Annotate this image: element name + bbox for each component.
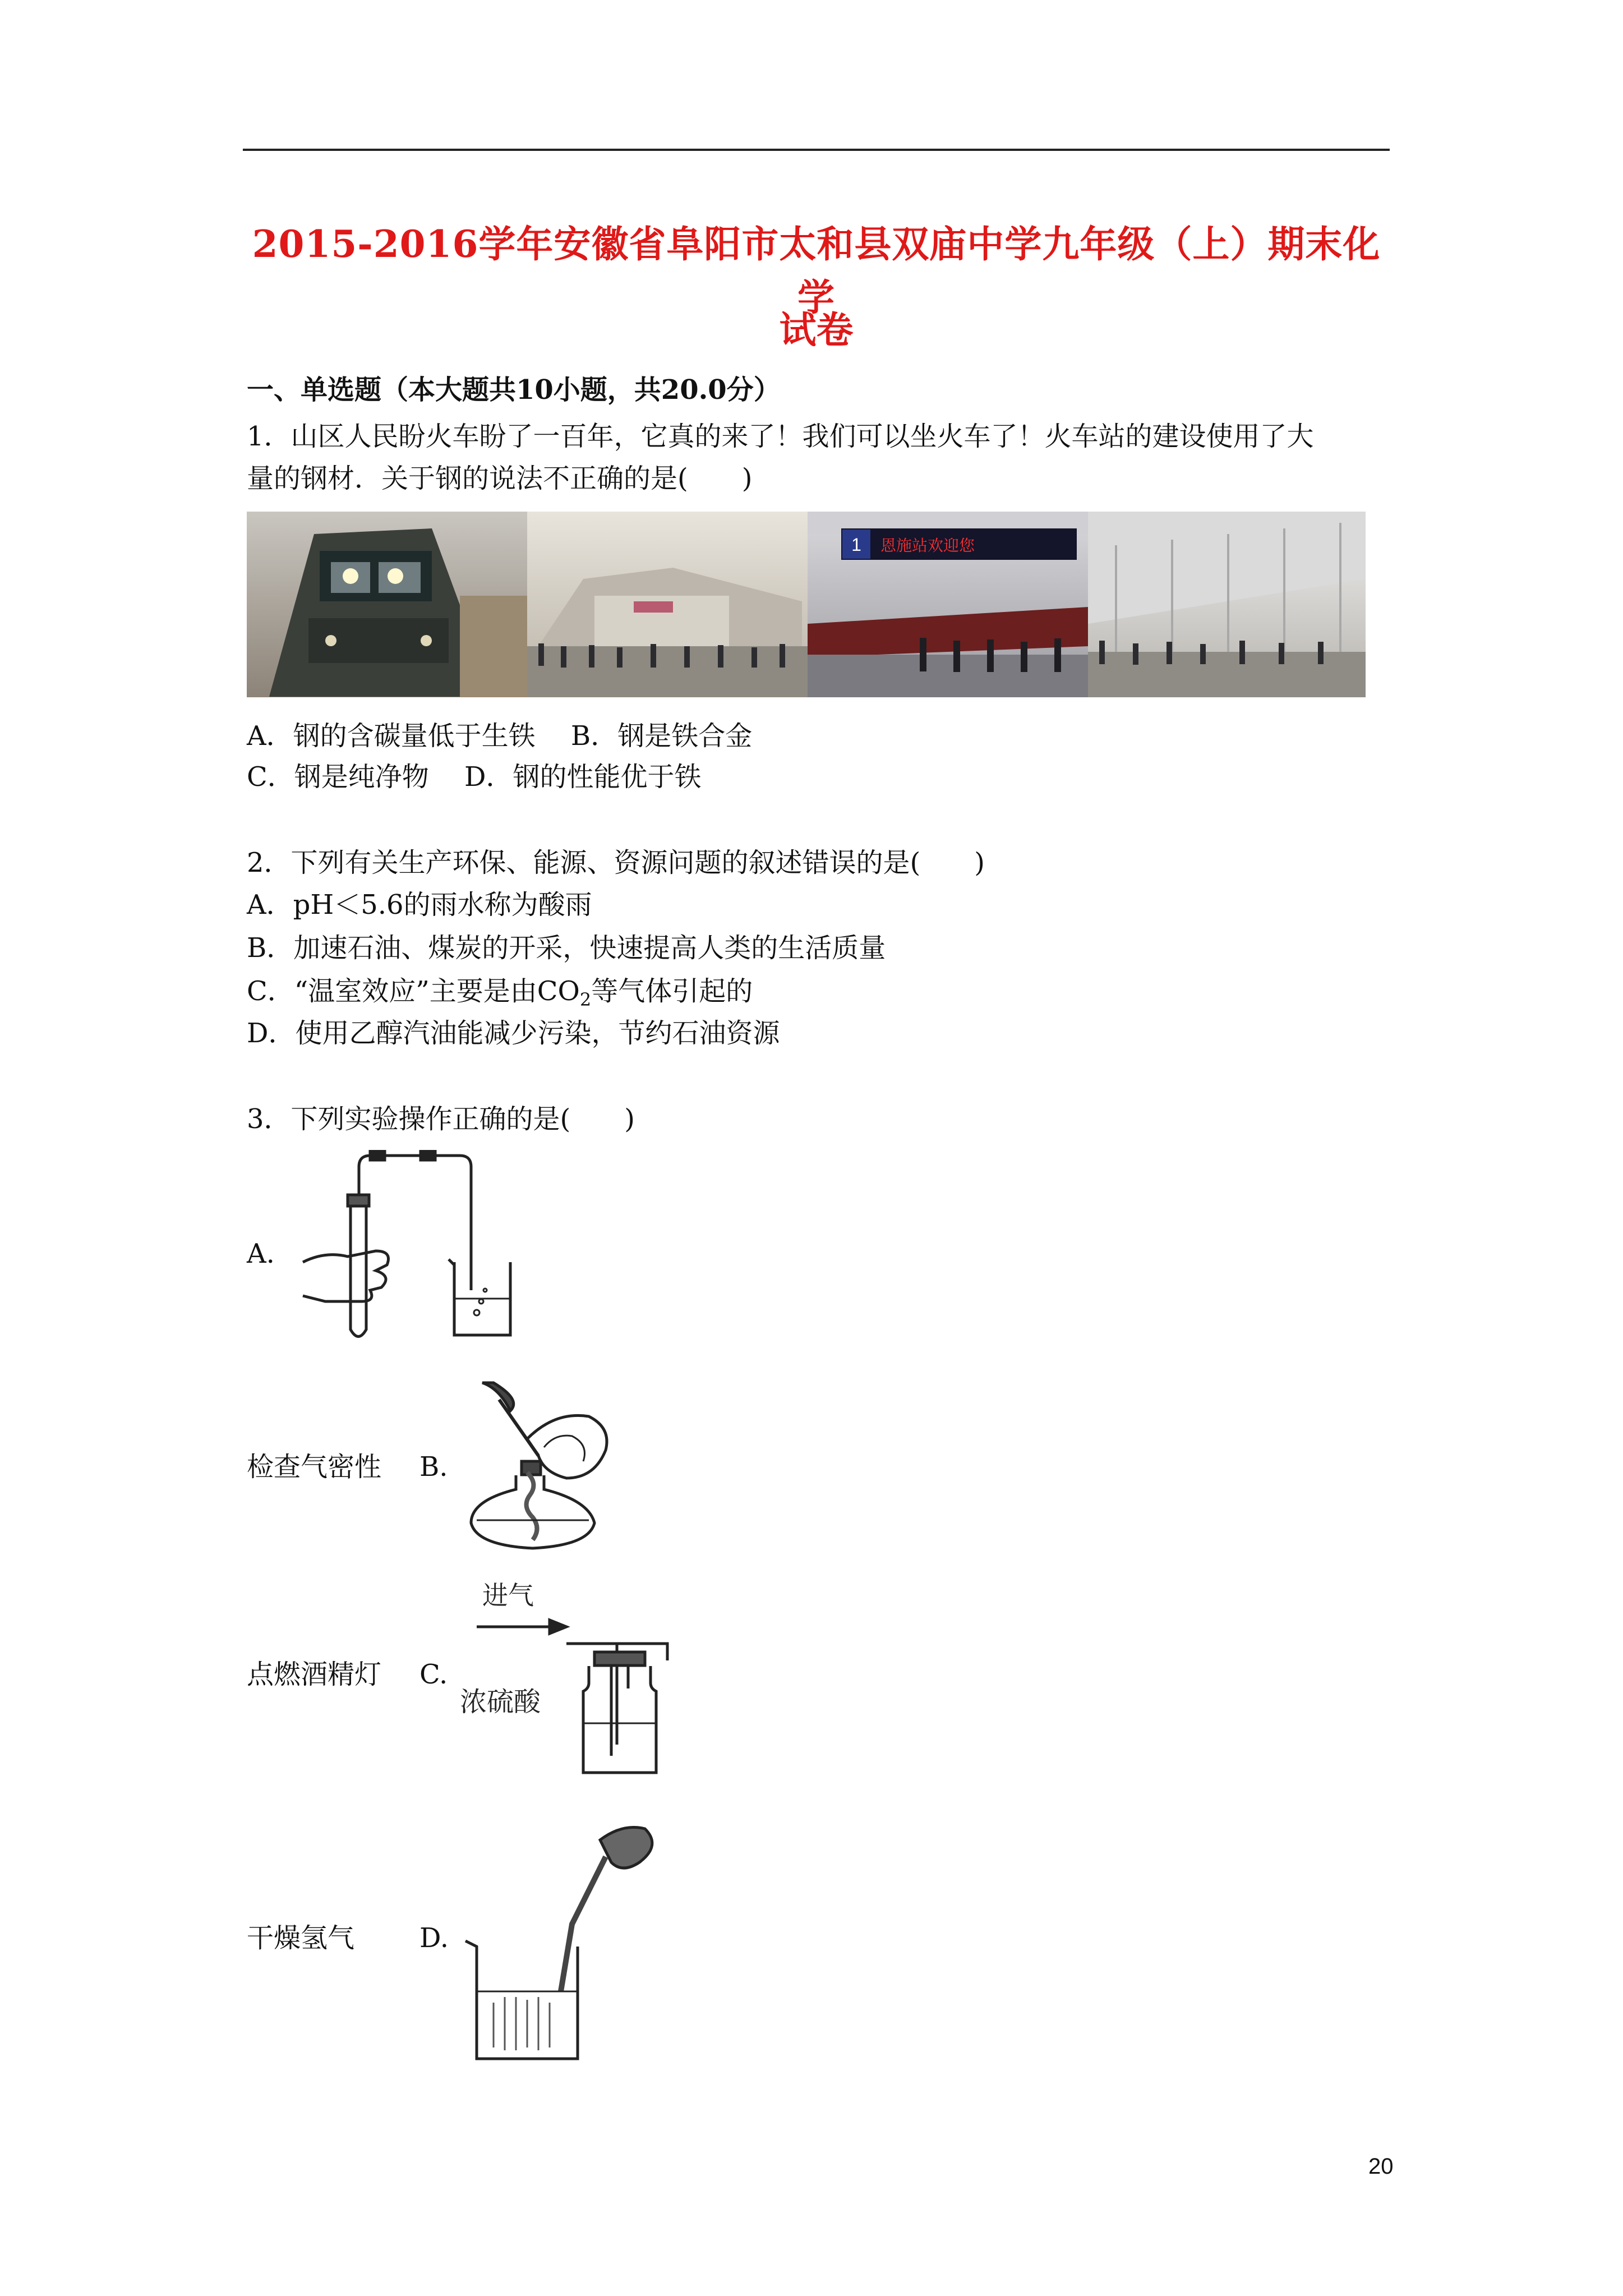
q3-caption-a: 检查气密性 <box>247 1451 382 1483</box>
sign-platform-number: 1 <box>851 535 861 555</box>
q1-stem-line1: 1．山区人民盼火车盼了一百年，它真的来了！我们可以坐火车了！火车站的建设使用了大 <box>247 421 1314 452</box>
q3-stem: 3．下列实验操作正确的是( ) <box>247 1103 635 1135</box>
exam-title-line2: 试卷 <box>779 308 854 352</box>
exam-title-line1: 2015-2016学年安徽省阜阳市太和县双庙中学九年级（上）期末化学 <box>252 222 1381 319</box>
fig-airtightness-check <box>292 1150 527 1354</box>
liquid-label: 浓硫酸 <box>460 1686 541 1718</box>
q2-option-d: D．使用乙醇汽油能减少污染，节约石油资源 <box>247 1018 780 1049</box>
page-number: 20 <box>1368 2154 1394 2179</box>
q3-caption-b: 点燃酒精灯 <box>247 1659 382 1690</box>
q2-option-c-subscript: 2 <box>579 989 592 1010</box>
inlet-label: 进气 <box>482 1580 534 1611</box>
section-heading: 一、单选题（本大题共10小题，共20.0分） <box>247 374 781 406</box>
q3-label-c: C. <box>419 1659 448 1690</box>
q3-label-b: B. <box>419 1451 448 1483</box>
fig-drying-hydrogen <box>460 1576 684 1780</box>
q1-options-row1: A．钢的含碳量低于生铁 B．钢是铁合金 <box>247 720 753 752</box>
q2-stem: 2．下列有关生产环保、能源、资源问题的叙述错误的是( ) <box>247 847 985 878</box>
q2-option-a: A．pH＜5.6的雨水称为酸雨 <box>247 889 592 921</box>
locomotive-photo <box>247 512 527 697</box>
q2-option-b: B．加速石油、煤炭的开采，快速提高人类的生活质量 <box>247 932 886 964</box>
q1-railway-photo-strip <box>247 512 1366 697</box>
q1-options-row2: C．钢是纯净物 D．钢的性能优于铁 <box>247 761 702 793</box>
fig-diluting-acid <box>460 1812 684 2067</box>
q2-option-c <box>247 974 753 1008</box>
station-exterior-photo <box>527 512 808 697</box>
q3-label-d: D. <box>419 1922 449 1954</box>
station-hall-photo <box>1088 512 1366 697</box>
q2-option-c-text-end: 等气体引起的 <box>591 976 753 1007</box>
fig-lighting-alcohol-lamp <box>460 1377 628 1559</box>
q1-stem-line2: 量的钢材．关于钢的说法不正确的是( ) <box>247 463 753 494</box>
header-rule <box>243 149 1390 151</box>
q2-option-c-text: C．“温室效应”主要是由CO <box>247 976 580 1007</box>
q3-label-a: A. <box>247 1238 275 1269</box>
q3-caption-c: 干燥氢气 <box>247 1922 355 1954</box>
platform-photo <box>808 512 1088 697</box>
sign-welcome-text: 恩施站欢迎您 <box>880 536 975 555</box>
